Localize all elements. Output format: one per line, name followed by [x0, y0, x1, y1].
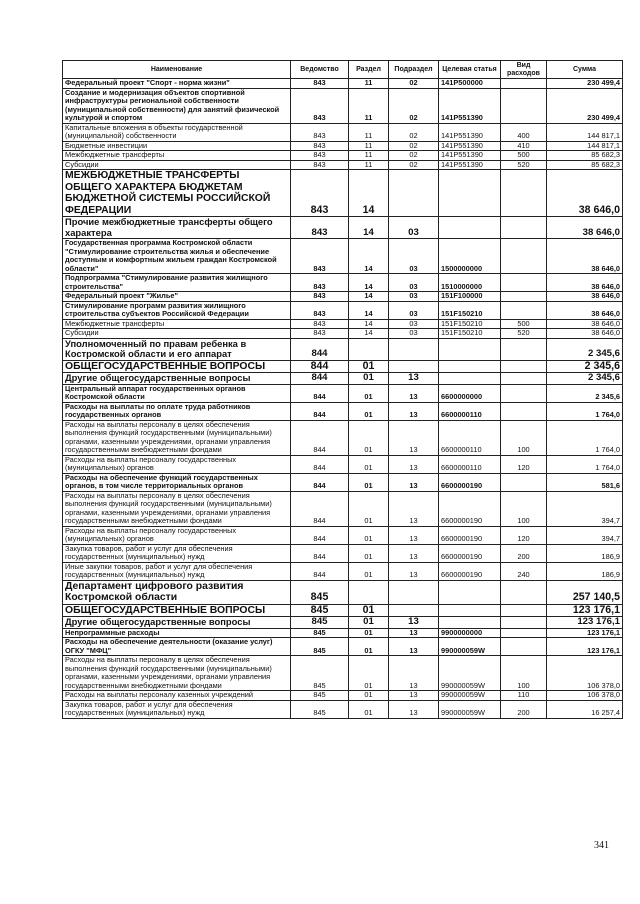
row-target-article: 141P551390: [439, 151, 501, 161]
table-row: [63, 360, 623, 373]
row-name: Прочие межбюджетные трансферты общего характера: [63, 217, 291, 239]
row-section: [349, 580, 389, 604]
row-amount: 106 378,0: [547, 691, 623, 701]
row-amount: 106 378,0: [547, 656, 623, 691]
row-subsection: 13: [389, 638, 439, 656]
row-target-article: 990000059W: [439, 638, 501, 656]
row-expense-type: 100: [501, 491, 547, 526]
row-department: 843: [291, 274, 349, 292]
row-subsection: 02: [389, 151, 439, 161]
row-subsection: 13: [389, 526, 439, 544]
row-target-article: [439, 170, 501, 217]
row-department: 845: [291, 617, 349, 628]
table-row: [63, 239, 623, 274]
header-expense-type: Вид расходов: [501, 61, 547, 79]
table-row: [63, 292, 623, 302]
row-expense-type: [501, 638, 547, 656]
row-target-article: 9900000000: [439, 628, 501, 638]
row-department: 845: [291, 638, 349, 656]
row-section: 01: [349, 384, 389, 402]
row-amount: 2 345,6: [547, 384, 623, 402]
row-department: 843: [291, 292, 349, 302]
row-name: Закупка товаров, работ и услуг для обеспечения государственных (муниципальных) нужд: [63, 700, 291, 718]
row-subsection: 13: [389, 544, 439, 562]
row-amount: 85 682,3: [547, 160, 623, 170]
table-row: [63, 420, 623, 455]
row-subsection: 13: [389, 455, 439, 473]
header-subsection: Подраздел: [389, 61, 439, 79]
row-expense-type: 200: [501, 700, 547, 718]
table-row: [63, 141, 623, 151]
row-target-article: [439, 617, 501, 628]
row-expense-type: [501, 79, 547, 89]
row-expense-type: [501, 292, 547, 302]
row-section: 01: [349, 420, 389, 455]
row-expense-type: [501, 604, 547, 617]
row-department: 844: [291, 338, 349, 360]
row-name: Расходы на выплаты персоналу в целях обеспечения выполнения функций государственными (муниципальными) органами, казенными учреждениями, органами управления государственными внебюджетными фондами: [63, 491, 291, 526]
row-amount: 186,9: [547, 562, 623, 580]
row-amount: 38 646,0: [547, 170, 623, 217]
row-target-article: 141P551390: [439, 141, 501, 151]
row-section: 11: [349, 160, 389, 170]
row-section: 01: [349, 373, 389, 384]
row-name: Уполномоченный по правам ребенка в Костромской области и его аппарат: [63, 338, 291, 360]
row-name: Департамент цифрового развития Костромской области: [63, 580, 291, 604]
header-department: Ведомство: [291, 61, 349, 79]
row-name: Государственная программа Костромской области "Стимулирование строительства жилья и обеспечение доступным и комфортным жильем граждан Костромской области": [63, 239, 291, 274]
budget-table-sheet: [62, 60, 622, 719]
row-name: Расходы на обеспечение деятельности (оказание услуг) ОГКУ "МФЦ": [63, 638, 291, 656]
row-name: Бюджетные инвестиции: [63, 141, 291, 151]
row-department: 844: [291, 455, 349, 473]
row-name: Расходы на выплаты персоналу в целях обеспечения выполнения функций государственными (муниципальными) органами, казенными учреждениями, органами управления государственными внебюджетными фондами: [63, 420, 291, 455]
row-amount: 2 345,6: [547, 373, 623, 384]
row-name: Закупка товаров, работ и услуг для обеспечения государственных (муниципальных) нужд: [63, 544, 291, 562]
row-section: 01: [349, 455, 389, 473]
row-target-article: [439, 580, 501, 604]
row-expense-type: 410: [501, 141, 547, 151]
row-department: 843: [291, 79, 349, 89]
row-section: 14: [349, 301, 389, 319]
row-target-article: 990000059W: [439, 700, 501, 718]
row-department: 844: [291, 420, 349, 455]
row-section: 01: [349, 360, 389, 373]
row-name: Расходы на выплаты персоналу казенных учреждений: [63, 691, 291, 701]
table-row: [63, 617, 623, 628]
row-department: 844: [291, 473, 349, 491]
table-row: [63, 88, 623, 123]
row-subsection: 02: [389, 88, 439, 123]
row-amount: 38 646,0: [547, 217, 623, 239]
row-subsection: 13: [389, 691, 439, 701]
row-expense-type: 520: [501, 329, 547, 339]
row-name: Расходы на выплаты персоналу государственных (муниципальных) органов: [63, 455, 291, 473]
row-name: Иные закупки товаров, работ и услуг для обеспечения государственных (муниципальных) нужд: [63, 562, 291, 580]
row-subsection: 13: [389, 617, 439, 628]
row-target-article: 6600000190: [439, 562, 501, 580]
row-amount: 123 176,1: [547, 617, 623, 628]
row-target-article: [439, 217, 501, 239]
row-expense-type: 520: [501, 160, 547, 170]
row-department: 844: [291, 491, 349, 526]
table-row: [63, 151, 623, 161]
table-row: [63, 402, 623, 420]
table-row: [63, 384, 623, 402]
row-subsection: 13: [389, 562, 439, 580]
row-department: 845: [291, 691, 349, 701]
row-amount: 2 345,6: [547, 360, 623, 373]
row-amount: 16 257,4: [547, 700, 623, 718]
row-expense-type: 120: [501, 455, 547, 473]
row-expense-type: 400: [501, 123, 547, 141]
row-department: 843: [291, 170, 349, 217]
row-target-article: 6600000000: [439, 384, 501, 402]
row-amount: 1 764,0: [547, 420, 623, 455]
row-subsection: [389, 580, 439, 604]
table-row: [63, 638, 623, 656]
row-expense-type: [501, 617, 547, 628]
row-name: Межбюджетные трансферты: [63, 151, 291, 161]
row-name: Расходы на выплаты по оплате труда работников государственных органов: [63, 402, 291, 420]
row-section: 01: [349, 638, 389, 656]
row-section: 01: [349, 604, 389, 617]
page-number: 341: [594, 840, 609, 851]
row-department: 844: [291, 373, 349, 384]
table-row: [63, 544, 623, 562]
row-name: Непрограммные расходы: [63, 628, 291, 638]
row-target-article: 990000059W: [439, 691, 501, 701]
row-amount: 123 176,1: [547, 638, 623, 656]
table-row: [63, 338, 623, 360]
row-amount: 38 646,0: [547, 292, 623, 302]
table-row: [63, 160, 623, 170]
row-target-article: 141P500000: [439, 79, 501, 89]
row-subsection: 13: [389, 384, 439, 402]
row-target-article: 141P551390: [439, 160, 501, 170]
header-amount: Сумма: [547, 61, 623, 79]
table-row: [63, 526, 623, 544]
row-expense-type: 200: [501, 544, 547, 562]
row-amount: 1 764,0: [547, 455, 623, 473]
row-target-article: 1510000000: [439, 274, 501, 292]
row-section: 01: [349, 691, 389, 701]
row-amount: 123 176,1: [547, 604, 623, 617]
row-section: 14: [349, 217, 389, 239]
row-department: 844: [291, 526, 349, 544]
row-expense-type: 110: [501, 691, 547, 701]
row-name: Создание и модернизация объектов спортивной инфраструктуры региональной собственности (муниципальной собственности) для занятий физической культурой и спортом: [63, 88, 291, 123]
row-target-article: 151F150210: [439, 329, 501, 339]
row-department: 843: [291, 239, 349, 274]
row-expense-type: [501, 217, 547, 239]
row-subsection: 13: [389, 491, 439, 526]
row-subsection: 13: [389, 473, 439, 491]
row-department: 843: [291, 141, 349, 151]
row-name: Подпрограмма "Стимулирование развития жилищного строительства": [63, 274, 291, 292]
row-name: Федеральный проект "Жилье": [63, 292, 291, 302]
row-amount: 38 646,0: [547, 301, 623, 319]
row-department: 845: [291, 628, 349, 638]
row-name: Другие общегосударственные вопросы: [63, 373, 291, 384]
table-row: [63, 79, 623, 89]
row-amount: 394,7: [547, 526, 623, 544]
row-amount: 257 140,5: [547, 580, 623, 604]
table-row: [63, 274, 623, 292]
row-amount: 38 646,0: [547, 319, 623, 329]
row-name: Капитальные вложения в объекты государственной (муниципальной) собственности: [63, 123, 291, 141]
row-amount: 38 646,0: [547, 274, 623, 292]
row-target-article: 6600000110: [439, 420, 501, 455]
row-expense-type: [501, 373, 547, 384]
row-amount: 144 817,1: [547, 141, 623, 151]
row-target-article: 6600000110: [439, 402, 501, 420]
row-expense-type: [501, 170, 547, 217]
row-amount: 394,7: [547, 491, 623, 526]
row-target-article: 151F100000: [439, 292, 501, 302]
table-row: [63, 473, 623, 491]
row-section: 14: [349, 329, 389, 339]
row-expense-type: 500: [501, 319, 547, 329]
row-amount: 38 646,0: [547, 329, 623, 339]
row-name: Расходы на обеспечение функций государственных органов, в том числе территориальных органов: [63, 473, 291, 491]
row-subsection: [389, 170, 439, 217]
row-expense-type: 100: [501, 420, 547, 455]
row-expense-type: [501, 402, 547, 420]
row-name: Другие общегосударственные вопросы: [63, 617, 291, 628]
row-subsection: 02: [389, 79, 439, 89]
table-row: [63, 329, 623, 339]
row-section: 14: [349, 319, 389, 329]
table-header-row: [63, 61, 623, 79]
table-row: [63, 691, 623, 701]
table-row: [63, 319, 623, 329]
row-name: Федеральный проект "Спорт - норма жизни": [63, 79, 291, 89]
row-amount: 123 176,1: [547, 628, 623, 638]
row-amount: 38 646,0: [547, 239, 623, 274]
row-subsection: 02: [389, 123, 439, 141]
row-target-article: 151F150210: [439, 319, 501, 329]
row-section: 11: [349, 151, 389, 161]
table-row: [63, 604, 623, 617]
row-target-article: 151F150210: [439, 301, 501, 319]
row-department: 844: [291, 384, 349, 402]
row-department: 844: [291, 544, 349, 562]
row-target-article: [439, 360, 501, 373]
row-section: 01: [349, 628, 389, 638]
row-subsection: 03: [389, 274, 439, 292]
row-section: 01: [349, 491, 389, 526]
row-department: 843: [291, 123, 349, 141]
row-expense-type: [501, 473, 547, 491]
table-body: [63, 79, 623, 719]
row-department: 845: [291, 580, 349, 604]
row-expense-type: [501, 239, 547, 274]
row-target-article: [439, 604, 501, 617]
row-department: 845: [291, 604, 349, 617]
table-row: [63, 170, 623, 217]
row-target-article: 6600000190: [439, 491, 501, 526]
row-section: 01: [349, 656, 389, 691]
row-name: ОБЩЕГОСУДАРСТВЕННЫЕ ВОПРОСЫ: [63, 360, 291, 373]
table-row: [63, 700, 623, 718]
row-target-article: 6600000190: [439, 473, 501, 491]
row-target-article: 990000059W: [439, 656, 501, 691]
row-target-article: 141P551390: [439, 88, 501, 123]
row-subsection: 03: [389, 292, 439, 302]
row-target-article: 6600000110: [439, 455, 501, 473]
row-expense-type: [501, 628, 547, 638]
row-amount: 2 345,6: [547, 338, 623, 360]
row-expense-type: 100: [501, 656, 547, 691]
row-section: 14: [349, 292, 389, 302]
row-department: 843: [291, 301, 349, 319]
row-name: ОБЩЕГОСУДАРСТВЕННЫЕ ВОПРОСЫ: [63, 604, 291, 617]
row-expense-type: 120: [501, 526, 547, 544]
row-subsection: 03: [389, 217, 439, 239]
table-row: [63, 656, 623, 691]
row-subsection: 13: [389, 420, 439, 455]
row-department: 843: [291, 88, 349, 123]
row-expense-type: 240: [501, 562, 547, 580]
row-target-article: 6600000190: [439, 544, 501, 562]
row-department: 843: [291, 160, 349, 170]
row-department: 844: [291, 402, 349, 420]
table-row: [63, 373, 623, 384]
row-amount: 581,6: [547, 473, 623, 491]
row-department: 843: [291, 217, 349, 239]
row-expense-type: [501, 88, 547, 123]
row-expense-type: [501, 384, 547, 402]
row-section: 11: [349, 123, 389, 141]
row-amount: 144 817,1: [547, 123, 623, 141]
row-expense-type: [501, 580, 547, 604]
row-expense-type: [501, 360, 547, 373]
row-name: Межбюджетные трансферты: [63, 319, 291, 329]
row-subsection: 03: [389, 329, 439, 339]
row-department: 845: [291, 700, 349, 718]
row-name: Субсидии: [63, 329, 291, 339]
table-row: [63, 628, 623, 638]
row-section: 11: [349, 141, 389, 151]
row-department: 844: [291, 562, 349, 580]
row-expense-type: 500: [501, 151, 547, 161]
row-subsection: 13: [389, 700, 439, 718]
row-subsection: 13: [389, 656, 439, 691]
table-row: [63, 580, 623, 604]
row-section: 11: [349, 79, 389, 89]
row-section: 01: [349, 617, 389, 628]
table-row: [63, 491, 623, 526]
row-name: Расходы на выплаты персоналу государственных (муниципальных) органов: [63, 526, 291, 544]
row-section: 11: [349, 88, 389, 123]
row-subsection: [389, 604, 439, 617]
row-name: Расходы на выплаты персоналу в целях обеспечения выполнения функций государственными (муниципальными) органами, казенными учреждениями, органами управления государственными внебюджетными фондами: [63, 656, 291, 691]
row-expense-type: [501, 274, 547, 292]
row-department: 843: [291, 329, 349, 339]
row-section: 01: [349, 562, 389, 580]
row-section: 01: [349, 473, 389, 491]
row-amount: 230 499,4: [547, 79, 623, 89]
row-target-article: 1500000000: [439, 239, 501, 274]
row-expense-type: [501, 338, 547, 360]
row-name: МЕЖБЮДЖЕТНЫЕ ТРАНСФЕРТЫ ОБЩЕГО ХАРАКТЕРА БЮДЖЕТАМ БЮДЖЕТНОЙ СИСТЕМЫ РОССИЙСКОЙ ФЕДЕРАЦИИ: [63, 170, 291, 217]
row-department: 843: [291, 151, 349, 161]
row-name: Стимулирование программ развития жилищного строительства субъектов Российской Федерации: [63, 301, 291, 319]
row-section: 01: [349, 526, 389, 544]
row-target-article: 141P551390: [439, 123, 501, 141]
row-department: 843: [291, 319, 349, 329]
table-row: [63, 217, 623, 239]
row-department: 844: [291, 360, 349, 373]
row-target-article: [439, 373, 501, 384]
row-name: Субсидии: [63, 160, 291, 170]
row-target-article: [439, 338, 501, 360]
header-target-article: Целевая статья: [439, 61, 501, 79]
header-name: Наименование: [63, 61, 291, 79]
header-section: Раздел: [349, 61, 389, 79]
row-amount: 85 682,3: [547, 151, 623, 161]
table-row: [63, 123, 623, 141]
row-section: 01: [349, 544, 389, 562]
row-name: Центральный аппарат государственных органов Костромской области: [63, 384, 291, 402]
row-subsection: 02: [389, 160, 439, 170]
row-subsection: 13: [389, 373, 439, 384]
row-department: 845: [291, 656, 349, 691]
row-subsection: 03: [389, 239, 439, 274]
row-section: 01: [349, 700, 389, 718]
row-expense-type: [501, 301, 547, 319]
row-subsection: 03: [389, 319, 439, 329]
row-target-article: 6600000190: [439, 526, 501, 544]
row-subsection: [389, 360, 439, 373]
row-section: 14: [349, 274, 389, 292]
row-subsection: 03: [389, 301, 439, 319]
row-section: 14: [349, 170, 389, 217]
budget-table: [62, 60, 623, 719]
row-section: 14: [349, 239, 389, 274]
row-subsection: 02: [389, 141, 439, 151]
table-row: [63, 562, 623, 580]
row-amount: 1 764,0: [547, 402, 623, 420]
table-row: [63, 301, 623, 319]
row-subsection: 13: [389, 628, 439, 638]
row-subsection: 13: [389, 402, 439, 420]
row-amount: 230 499,4: [547, 88, 623, 123]
row-subsection: [389, 338, 439, 360]
row-section: 01: [349, 402, 389, 420]
table-row: [63, 455, 623, 473]
row-section: [349, 338, 389, 360]
row-amount: 186,9: [547, 544, 623, 562]
